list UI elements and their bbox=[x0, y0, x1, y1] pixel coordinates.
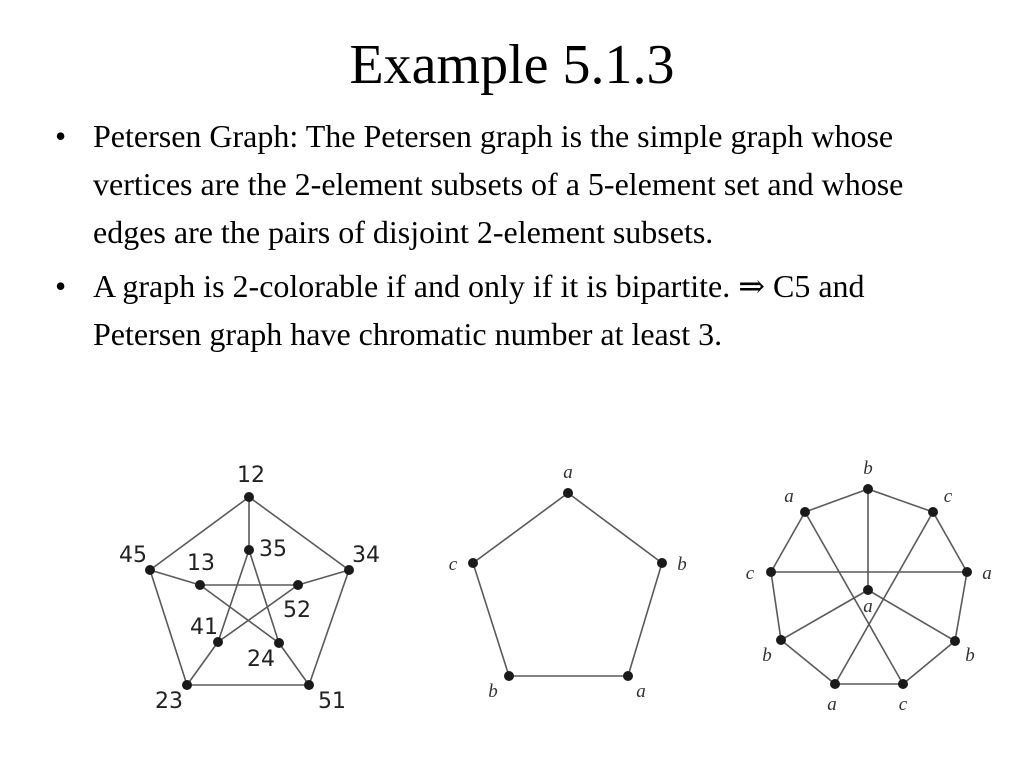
petersen-edge bbox=[279, 643, 309, 685]
outer-vertex-label: b bbox=[863, 458, 873, 479]
chord-edge bbox=[805, 512, 903, 684]
spoke-edge bbox=[868, 590, 955, 641]
outer-vertex bbox=[928, 507, 938, 517]
outer-vertex-label: a bbox=[784, 486, 794, 507]
outer-vertex bbox=[766, 567, 776, 577]
spoke-edge bbox=[781, 590, 868, 640]
graph-figures bbox=[0, 440, 1024, 768]
bullet-item-colorable bbox=[55, 262, 975, 358]
outer-vertex bbox=[830, 679, 840, 689]
petersen-edge bbox=[150, 570, 187, 685]
bullet-item-petersen bbox=[55, 112, 975, 256]
c5-cycle-figure bbox=[449, 462, 687, 702]
outer-vertex bbox=[898, 679, 908, 689]
outer-vertex-label: c bbox=[745, 563, 755, 584]
petersen-graph-figure bbox=[119, 463, 380, 714]
outer-cycle-edge bbox=[781, 640, 835, 684]
petersen-vertex bbox=[274, 638, 284, 648]
petersen-vertex bbox=[304, 680, 314, 690]
c5-edge bbox=[473, 563, 509, 676]
chord-edge bbox=[835, 512, 933, 684]
outer-vertex bbox=[863, 484, 873, 494]
outer-vertex bbox=[800, 507, 810, 517]
petersen-vertex bbox=[244, 545, 254, 555]
slide-title: Example 5.1.3 bbox=[349, 34, 675, 96]
outer-vertex-label: b bbox=[762, 645, 772, 666]
outer-cycle-edge bbox=[805, 489, 868, 512]
petersen-vertex-label: 34 bbox=[352, 543, 380, 568]
c5-vertex-label: b bbox=[677, 554, 687, 575]
petersen-colored-figure bbox=[746, 458, 992, 715]
bullet-text: A graph is 2-colorable if and only if it is bipartite. ⇒ C5 and Petersen graph have chromatic number at least 3. bbox=[93, 268, 865, 352]
outer-vertex-label: b bbox=[965, 645, 975, 666]
outer-cycle-edge bbox=[933, 512, 967, 572]
outer-cycle-edge bbox=[771, 512, 805, 572]
petersen-vertex-label: 35 bbox=[259, 537, 287, 562]
outer-vertex-label: c bbox=[943, 486, 953, 507]
petersen-vertex-label: 12 bbox=[237, 463, 265, 488]
outer-vertex bbox=[962, 567, 972, 577]
petersen-vertex-label: 51 bbox=[318, 689, 346, 714]
bullet-dot: • bbox=[55, 268, 67, 304]
bullet-dot: • bbox=[55, 118, 67, 154]
bullet-list bbox=[55, 112, 975, 364]
outer-vertex-label: c bbox=[898, 694, 908, 715]
center-vertex-label: a bbox=[863, 596, 873, 617]
c5-edge bbox=[568, 493, 662, 563]
petersen-vertex-label: 24 bbox=[247, 647, 275, 672]
c5-edge bbox=[628, 563, 662, 676]
c5-vertex-label: c bbox=[448, 554, 458, 575]
petersen-edge bbox=[249, 550, 279, 643]
outer-cycle-edge bbox=[771, 572, 781, 640]
outer-vertex-label: a bbox=[982, 563, 992, 584]
c5-vertex bbox=[504, 671, 514, 681]
c5-vertex bbox=[468, 558, 478, 568]
petersen-edge bbox=[187, 642, 218, 685]
petersen-vertex bbox=[182, 680, 192, 690]
c5-vertex bbox=[657, 558, 667, 568]
c5-vertex-label: a bbox=[636, 681, 646, 702]
petersen-vertex-label: 41 bbox=[190, 615, 218, 640]
c5-vertex-label: a bbox=[563, 462, 573, 483]
c5-vertex bbox=[623, 671, 633, 681]
petersen-edge bbox=[309, 570, 349, 685]
bullet-text: Petersen Graph: The Petersen graph is the simple graph whose vertices are the 2-element subsets of a 5-element set and whose edges are the pairs of disjoint 2-element subsets. bbox=[93, 118, 904, 250]
c5-edge bbox=[473, 493, 568, 563]
petersen-vertex-label: 52 bbox=[283, 598, 311, 623]
petersen-edge bbox=[218, 550, 249, 642]
outer-vertex-label: a bbox=[827, 694, 837, 715]
center-vertex bbox=[863, 585, 873, 595]
c5-vertex bbox=[563, 488, 573, 498]
petersen-vertex bbox=[195, 580, 205, 590]
petersen-vertex-label: 13 bbox=[187, 551, 215, 576]
petersen-vertex bbox=[293, 580, 303, 590]
outer-cycle-edge bbox=[955, 572, 967, 641]
petersen-vertex-label: 23 bbox=[155, 689, 183, 714]
petersen-edge bbox=[298, 570, 349, 585]
outer-vertex bbox=[776, 635, 786, 645]
outer-vertex bbox=[950, 636, 960, 646]
c5-vertex-label: b bbox=[488, 681, 498, 702]
outer-cycle-edge bbox=[868, 489, 933, 512]
outer-cycle-edge bbox=[903, 641, 955, 684]
petersen-vertex-label: 45 bbox=[119, 543, 147, 568]
petersen-vertex bbox=[244, 492, 254, 502]
